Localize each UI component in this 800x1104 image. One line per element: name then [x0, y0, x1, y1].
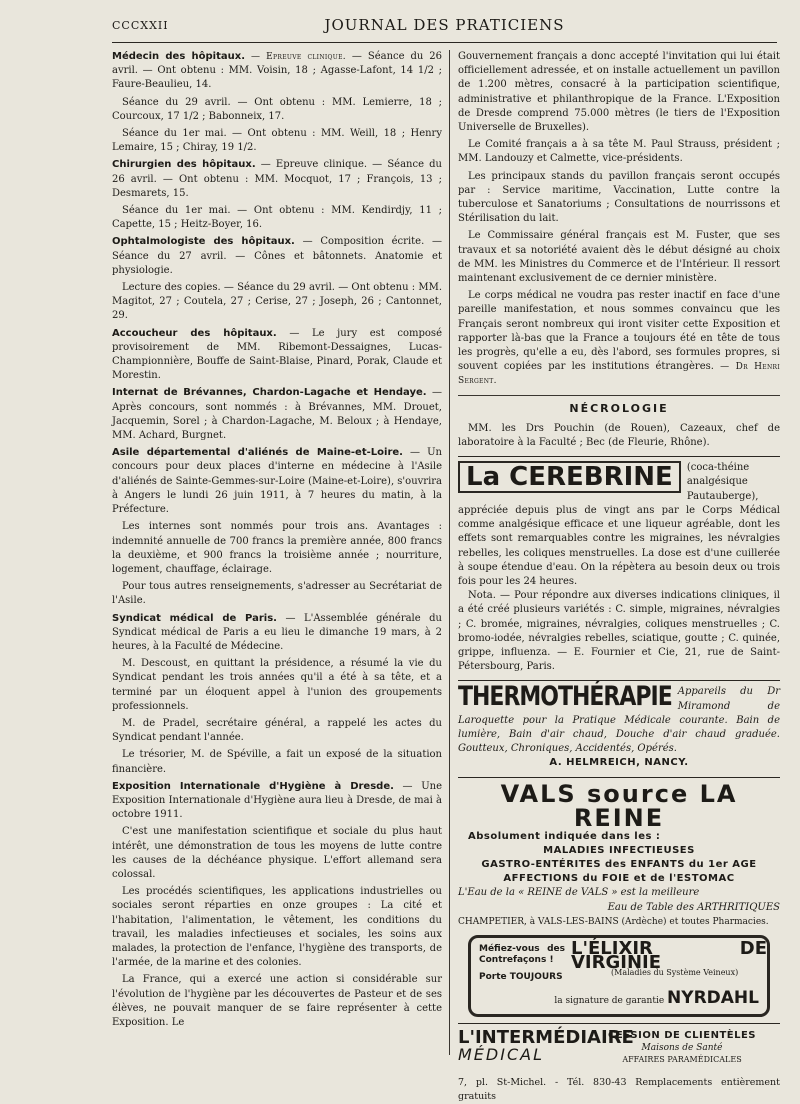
right-column: [458, 50, 781, 1103]
ophtalmo-line-2: Lecture des copies. — Séance du 29 avril. — Ont obtenu : MM. Magitot, 27 ; Coutela, 27 ; Cerise, 27 ; Joseph, 26 ; Cantonnet, 29.: [112, 282, 442, 322]
column-divider: [449, 50, 450, 1055]
cerebrine-text: (coca-théine analgésique Pautauberge), appréciée depuis plus de vingt ans par le Corps Médical comme analgésique efficace et une liqueur agréable, dont les effets sont remarquables contre les migraines, les névralgies rebelles, les coliques menstruelles. La dose est d'une cuillerée à soupe étendue d'eau. On la répètera au besoin deux ou trois fois pour les 24 heures.: [458, 462, 780, 587]
asile-line-3: Pour tous autres renseignements, s'adresser au Secrétariat de l'Asile.: [112, 581, 442, 607]
syndicat-line-2: M. Descoust, en quittant la présidence, a résumé la vie du Syndicat pendant les trois années qu'il a été à sa tête, et a terminé par un éloquent appel à l'union des groupements professionnels.: [112, 658, 442, 712]
vals-logo: VALS source LA REINE: [500, 779, 738, 832]
section-accoucheur: Accoucheur des hôpitaux. — Le jury est composé provisoirement de MM. Ribemont-Dessaignes, Lucas-Championnière, Bouffe de Saint-Blaise, Pinard, Porak, Claude et Morestin.: [112, 327, 442, 382]
rule: [458, 395, 780, 396]
section-syndicat: Syndicat médical de Paris. — L'Assemblée générale du Syndicat médical de Paris a eu lieu le dimanche 19 mars, à 2 heures, à la Faculté de Médecine.: [112, 612, 442, 652]
intermediaire-services: CESSION DE CLIENTÈLES Maisons de Santé AFFAIRES PARAMÉDICALES: [608, 1029, 756, 1064]
medecin-line-3: Séance du 1er mai. — Ont obtenu : MM. Weill, 18 ; Henry Lemaire, 15 ; Chiray, 19 1/2.: [112, 128, 442, 154]
asile-line-2: Les internes sont nommés pour trois ans. Avantages : indemnité annuelle de 700 francs la première année, 800 francs la deuxième, et 900 francs la troisième année ; nourriture, logement, chauffage, éclairage.: [112, 521, 442, 575]
section-ophtalmo: Ophtalmologiste des hôpitaux. — Composition écrite. — Séance du 27 avril. — Cônes et bâtonnets. Anatomie et physiologie.: [112, 236, 442, 276]
expo-line-3: Les procédés scientifiques, les applications industrielles ou sociales seront réparties en onze groupes : La cité et l'habitation, l'alimentation, le vêtement, les conditions du travail, les maladies infectieuses et sociales, les soins aux malades, la protection de l'enfance, l'hygiène des transports, de l'armée, de la marine et des colonies.: [112, 886, 442, 969]
vals-line-5: L'Eau de la « REINE de VALS » est la meilleure: [458, 887, 700, 899]
expo-line-2: C'est une manifestation scientifique et sociale du plus haut intérêt, une démonstration de tous les moyens de lutte contre les causes de la déchéance physique. L'effort allemand sera colossal.: [112, 826, 442, 880]
elixir-logo: L'ÉLIXIR DE VIRGINIE: [571, 937, 767, 974]
necrologie-heading: NÉCROLOGIE: [569, 401, 669, 415]
thermo-logo: THERMOTHÉRAPIE: [458, 682, 672, 713]
ad-intermediaire: [458, 1023, 780, 1104]
ad-vals: [458, 777, 780, 929]
elixir-signature: la signature de garantie NYRDAHL: [554, 987, 759, 1008]
expo-continued: Gouvernement français a donc accepté l'invitation qui lui était officiellement adressée, et on installe actuellement un pavillon de 1.200 mètres, consacré à la participation scientifique, administrative et philanthropique de la France. L'Exposition de Dresde comprend 75.000 mètres (le tiers de l'Exposition Universelle de Bruxelles).: [458, 51, 780, 134]
expo-conclusion: Le corps médical ne voudra pas rester inactif en face d'une pareille manifestation, et nous sommes convaincu que les Français seront nombreux qui iront visiter cette Exposition et rapporter là-bas que la France a toujours été en tête de tous les progrès, qu'elle a eu, dès l'abord, ses formules propres, si souvent copiées par les institutions étrangères. — Dr Henri Sergent.: [458, 290, 781, 387]
vals-line-1: Absolument indiquée dans les :: [468, 830, 661, 842]
section-chirurgien: Chirurgien des hôpitaux. — Epreuve clinique. — Séance du 26 avril. — Ont obtenu : MM. Mocquot, 17 ; François, 13 ; Desmarets, 15.: [112, 159, 442, 199]
chirurgien-line-2: Séance du 1er mai. — Ont obtenu : MM. Kendirdjy, 11 ; Capette, 15 ; Heitz-Boyer, 16.: [112, 205, 442, 231]
section-expo: Exposition Internationale d'Hygiène à Dresde. — Une Exposition Internationale d'Hygiène aura lieu à Dresde, de mai à octobre 1911.: [112, 780, 442, 821]
syndicat-line-3: M. de Pradel, secrétaire général, a rappelé les actes du Syndicat pendant l'année.: [112, 717, 442, 744]
vals-line-4: AFFECTIONS du FOIE et de l'ESTOMAC: [503, 873, 735, 885]
vals-line-7: CHAMPETIER, à VALS-LES-BAINS (Ardèche) et toutes Pharmacies.: [458, 916, 769, 927]
cerebrine-note: Nota. — Pour répondre aux diverses indications cliniques, il a été créé plusieurs variétés : C. simple, migraines, névralgies ; C. bromée, migraines, névralgies, coliques menstruelles ; C. bromo-iodée, névralgies rebelles, sciatique, goutte ; C. quinée, grippe, influenza. — E. Fournier et Cie, 21, rue de Saint-Pétersbourg, Paris.: [458, 590, 780, 673]
cerebrine-logo: La CEREBRINE: [458, 461, 681, 493]
thermo-maker: A. HELMREICH, NANCY.: [549, 757, 689, 769]
vals-line-3: GASTRO-ENTÉRITES des ENFANTS du 1er AGE: [481, 858, 757, 870]
journal-title: JOURNAL DES PRATICIENS: [324, 16, 565, 34]
necrologie-text: MM. les Drs Pouchin (de Rouen), Cazeaux, chef de laboratoire à la Faculté ; Bec (de Fleurie, Rhône).: [458, 422, 780, 449]
section-medecin: Médecin des hôpitaux. — Epreuve clinique. — Séance du 26 avril. — Ont obtenu : MM. Voisin, 18 ; Agasse-Lafont, 14 1/2 ; Faure-Beaulieu, 14.: [112, 51, 442, 91]
expo-commissaire: Le Commissaire général français est M. Fuster, que ses travaux et sa notoriété avaient dès le début désigné au choix de MM. les Ministres du Commerce et de l'Intérieur. Il ressort maintenant exclusivement de ce dernier ministère.: [458, 230, 780, 285]
author-signature: — Dr Henri Sergent.: [458, 362, 781, 387]
thermo-text: Appareils du Dr Miramond de Laroquette pour la Pratique Médicale courante. Bain de lumière, Bain d'air chaud, Douche d'air chaud graduée. Goutteux, Chroniques, Accidentés, Opérés.: [458, 686, 780, 755]
section-asile: Asile départemental d'aliénés de Maine-et-Loire. — Un concours pour deux places d'interne en médecine à l'Asile d'aliénés de Sainte-Gemmes-sur-Loire (Maine-et-Loire), s'ouvrira à Angers le lundi 26 juin 1911, à 7 heures du matin, à la Préfecture.: [112, 447, 443, 516]
section-internat: Internat de Brévannes, Chardon-Lagache et Hendaye. — Après concours, sont nommés : à Brévannes, MM. Drouet, Jacquemin, Sorel ; à Chardon-Lagache, M. Beloux ; à Hendaye, MM. Achard, Burgnet.: [112, 387, 442, 442]
expo-comite: Le Comité français a à sa tête M. Paul Strauss, président ; MM. Landouzy et Calmette, vice-présidents.: [458, 139, 780, 165]
page-header: [112, 14, 777, 43]
medecin-line-2: Séance du 29 avril. — Ont obtenu : MM. Lemierre, 18 ; Courcoux, 17 1/2 ; Babonneix, 17.: [112, 96, 442, 122]
expo-stands: Les principaux stands du pavillon français seront occupés par : Service maritime, Vaccination, Lutte contre la tuberculose et Sanatoriums ; Consultations de nourrissons et Stérilisation du lait.: [458, 170, 780, 225]
ad-elixir-virginie: [468, 935, 770, 1017]
intermediaire-logo: L'INTERMÉDIAIRE: [458, 1026, 634, 1048]
left-column: [112, 50, 442, 1060]
intermediaire-sub: MÉDICAL: [458, 1044, 544, 1064]
expo-line-4: La France, qui a exercé une action si considérable sur l'évolution de l'hygiène par les découvertes de Pasteur et de ses élèves, ne pouvait manquer de se faire représenter à cette Exposition. Le: [112, 974, 442, 1028]
vals-line-2: MALADIES INFECTIEUSES: [543, 844, 695, 856]
vals-line-6: Eau de Table des ARTHRITIQUES: [607, 901, 780, 913]
ad-cerebrine: [458, 456, 780, 674]
syndicat-line-4: Le trésorier, M. de Spéville, a fait un exposé de la situation financière.: [112, 749, 442, 775]
folio: CCCXXII: [112, 19, 169, 32]
elixir-warning: Méfiez-vous des Contrefaçons ! Porte TOUJOURS: [479, 943, 565, 982]
intermediaire-address: 7, pl. St-Michel. - Tél. 830-43 Remplacements entièrement gratuits: [458, 1076, 780, 1103]
elixir-note: (Maladies du Système Veineux): [611, 967, 739, 977]
ad-thermotherapie: [458, 680, 780, 770]
